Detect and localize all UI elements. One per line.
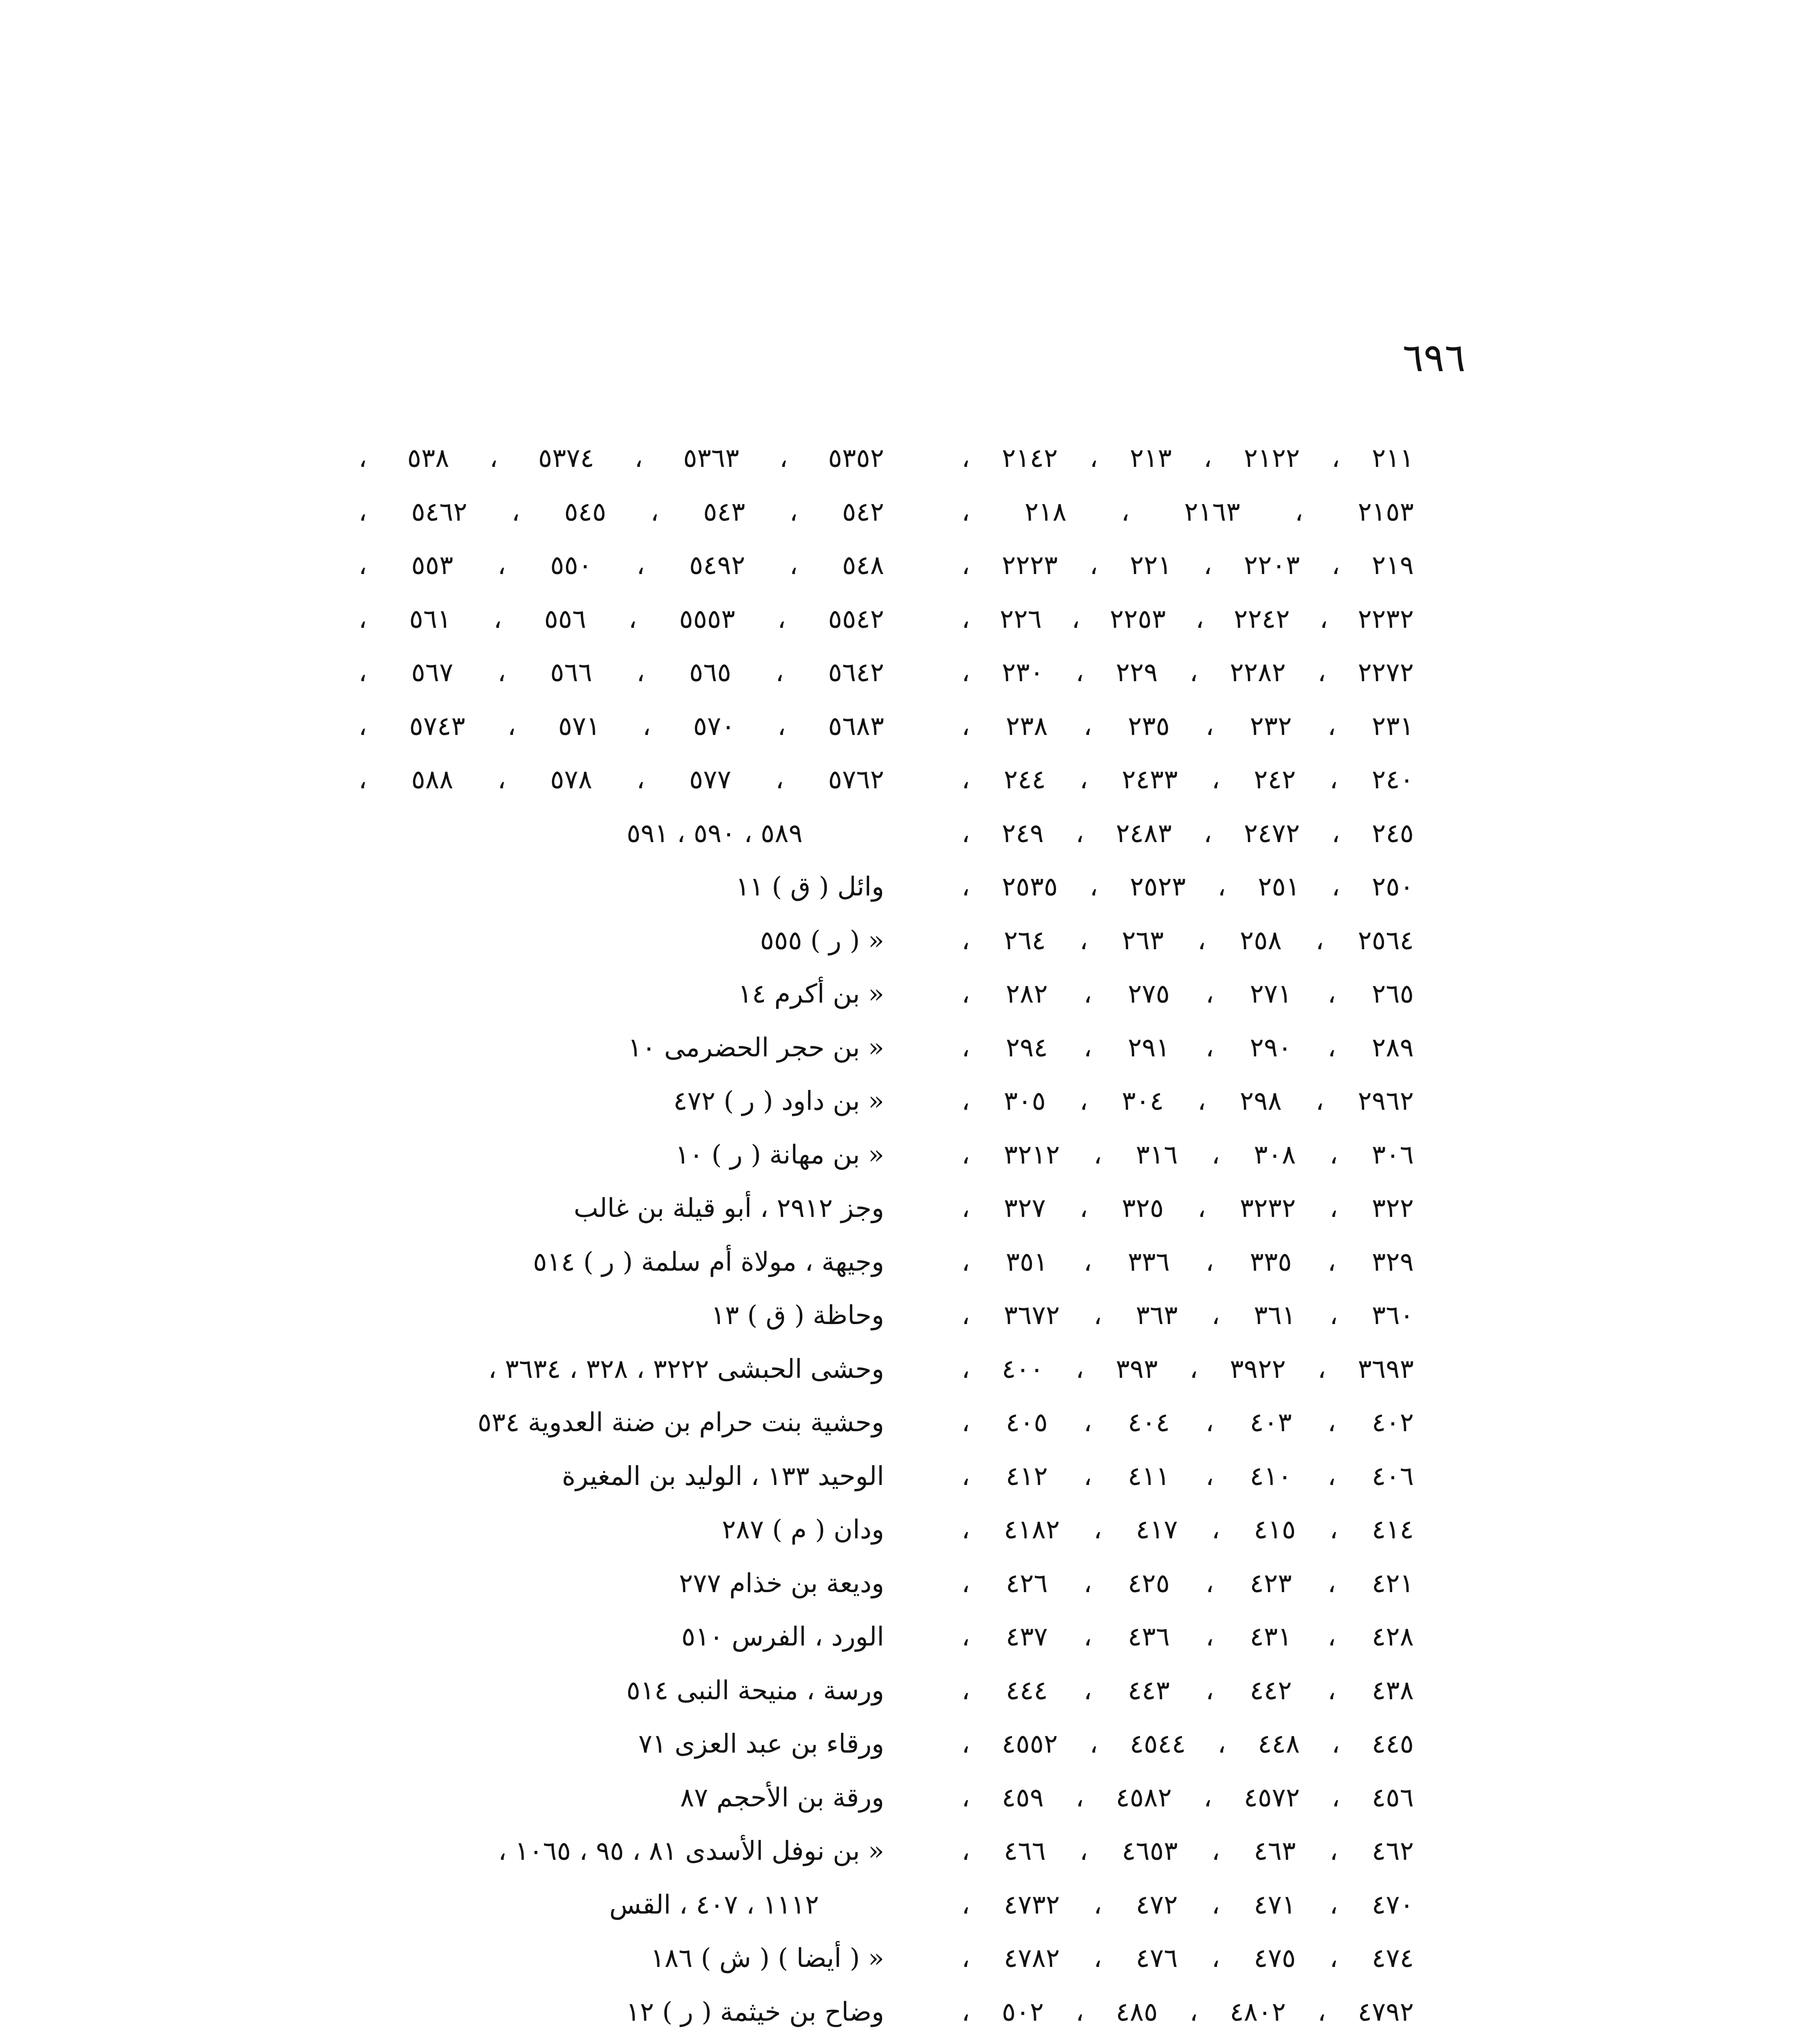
index-entry: « بن نوفل الأسدى ٨١ ، ٩٥ ، ١٠٦٥ ، [498,1836,884,1866]
index-line: ٤٢٨ ، ٤٣١ ، ٤٣٦ ، ٤٣٧ ، [962,1622,1414,1652]
index-entry: ١١١٢ ، ٤٠٧ ، القس [609,1890,819,1920]
index-line: ٤٤٥ ، ٤٤٨ ، ٤٥٤٤ ، ٤٥٥٢ ، [962,1729,1414,1759]
index-entry: وجيهة ، مولاة أم سلمة ( ر ) ٥١٤ [533,1247,884,1277]
index-line: ٢٥٠ ، ٢٥١ ، ٢٥٢٣ ، ٢٥٣٥ ، [962,872,1414,902]
index-entry: « بن داود ( ر ) ٤٧٢ [673,1086,884,1116]
page-number: ٦٩٦ [1402,335,1466,381]
index-entry: « بن حجر الحضرمى ١٠ [627,1032,884,1063]
index-line: ٢٢٣٢ ، ٢٢٤٢ ، ٢٢٥٣ ، ٢٢٦ ، [962,604,1414,634]
index-line: ٢٥٦٤ ، ٢٥٨ ، ٢٦٣ ، ٢٦٤ ، [962,925,1414,956]
index-line: ٢٣١ ، ٢٣٢ ، ٢٣٥ ، ٢٣٨ ، [962,711,1414,741]
index-line: ٢٦٥ ، ٢٧١ ، ٢٧٥ ، ٢٨٢ ، [962,979,1414,1009]
index-entry: ٥٦٨٣ ، ٥٧٠ ، ٥٧١ ، ٥٧٤٣ ، [359,711,885,741]
index-line: ٤٦٢ ، ٤٦٣ ، ٤٦٥٣ ، ٤٦٦ ، [962,1836,1414,1866]
index-line: ٢٨٩ ، ٢٩٠ ، ٢٩١ ، ٢٩٤ ، [962,1032,1414,1063]
index-line: ٣٠٦ ، ٣٠٨ ، ٣١٦ ، ٣٢١٢ ، [962,1139,1414,1170]
index-line: ٢١٥٣ ، ٢١٦٣ ، ٢١٨ ، [962,497,1414,527]
index-entry: وحاظة ( ق ) ١٣ [711,1300,884,1331]
index-line: ٤٧٩٢ ، ٤٨٠٢ ، ٤٨٥ ، ٥٠٢ ، [962,1997,1414,2027]
index-entry: ٥٨٩ ، ٥٩٠ ، ٥٩١ [626,818,803,849]
index-entry: « بن أكرم ١٤ [738,979,884,1009]
index-line: ٤٣٨ ، ٤٤٢ ، ٤٤٣ ، ٤٤٤ ، [962,1675,1414,1706]
index-entry: ورقة بن الأحجم ٨٧ [680,1782,884,1813]
index-line: ٢٩٦٢ ، ٢٩٨ ، ٣٠٤ ، ٣٠٥ ، [962,1086,1414,1116]
index-line: ٤٢١ ، ٤٢٣ ، ٤٢٥ ، ٤٢٦ ، [962,1568,1414,1599]
index-entry: « ( ر ) ٥٥٥ [760,925,884,956]
index-entry: وضاح بن خيثمة ( ر ) ١٢ [626,1997,884,2027]
index-line: ٣٦٩٣ ، ٣٩٢٢ ، ٣٩٣ ، ٤٠٠ ، [962,1354,1414,1384]
index-entry: « ( أيضا ) ( ش ) ١٨٦ [650,1943,884,1973]
right-column [962,432,1414,2037]
index-line: ٢١٩ ، ٢٢٠٣ ، ٢٢١ ، ٢٢٢٣ ، [962,550,1414,581]
index-line: ٤٠٢ ، ٤٠٣ ، ٤٠٤ ، ٤٠٥ ، [962,1408,1414,1438]
index-entry: ورسة ، منيحة النبى ٥١٤ [626,1675,884,1706]
index-entry: ٥٤٨ ، ٥٤٩٢ ، ٥٥٠ ، ٥٥٣ ، [359,550,885,581]
index-entry: ورقاء بن عبد العزى ٧١ [638,1729,884,1759]
index-line: ٢٢٧٢ ، ٢٢٨٢ ، ٢٢٩ ، ٢٣٠ ، [962,658,1414,688]
index-line: ٤٥٦ ، ٤٥٧٢ ، ٤٥٨٢ ، ٤٥٩ ، [962,1782,1414,1813]
index-entry: ودان ( م ) ٢٨٧ [722,1515,884,1545]
index-line: ٣٢٩ ، ٣٣٥ ، ٣٣٦ ، ٣٥١ ، [962,1247,1414,1277]
left-column [359,432,884,2037]
index-line: ٤١٤ ، ٤١٥ ، ٤١٧ ، ٤١٨٢ ، [962,1515,1414,1545]
index-entry: ٥٤٢ ، ٥٤٣ ، ٥٤٥ ، ٥٤٦٢ ، [359,497,885,527]
index-entry: « بن مهانة ( ر ) ١٠ [675,1139,884,1170]
index-line: ٢٤٥ ، ٢٤٧٢ ، ٢٤٨٣ ، ٢٤٩ ، [962,818,1414,849]
index-entry: وجز ٢٩١٢ ، أبو قيلة بن غالب [574,1193,884,1223]
index-entry: ٥٦٤٢ ، ٥٦٥ ، ٥٦٦ ، ٥٦٧ ، [359,658,885,688]
index-line: ٤٧٠ ، ٤٧١ ، ٤٧٢ ، ٤٧٣٢ ، [962,1890,1414,1920]
index-line: ٣٢٢ ، ٣٢٣٢ ، ٣٢٥ ، ٣٢٧ ، [962,1193,1414,1223]
index-entry: الوحيد ١٣٣ ، الوليد بن المغيرة [562,1461,884,1491]
index-line: ٤٠٦ ، ٤١٠ ، ٤١١ ، ٤١٢ ، [962,1461,1414,1491]
index-line: ٢١١ ، ٢١٢٢ ، ٢١٣ ، ٢١٤٢ ، [962,443,1414,473]
index-entry: وحشى الحبشى ٣٢٢٢ ، ٣٢٨ ، ٣٦٣٤ ، [488,1354,884,1384]
index-entry: ٥٥٤٢ ، ٥٥٥٣ ، ٥٥٦ ، ٥٦١ ، [359,604,885,634]
index-entry: وحشية بنت حرام بن ضنة العدوية ٥٣٤ [478,1408,884,1438]
index-entry: ٥٧٦٢ ، ٥٧٧ ، ٥٧٨ ، ٥٨٨ ، [359,765,885,795]
index-line: ٤٧٤ ، ٤٧٥ ، ٤٧٦ ، ٤٧٨٢ ، [962,1943,1414,1973]
index-entry: وديعة بن خذام ٢٧٧ [679,1568,884,1599]
index-line: ٣٦٠ ، ٣٦١ ، ٣٦٣ ، ٣٦٧٢ ، [962,1300,1414,1331]
index-entry: وائل ( ق ) ١١ [735,872,884,902]
index-entry: ٥٣٥٢ ، ٥٣٦٣ ، ٥٣٧٤ ، ٥٣٨ ، [359,443,885,473]
index-line: ٢٤٠ ، ٢٤٢ ، ٢٤٣٣ ، ٢٤٤ ، [962,765,1414,795]
index-entry: الورد ، الفرس ٥١٠ [681,1622,884,1652]
